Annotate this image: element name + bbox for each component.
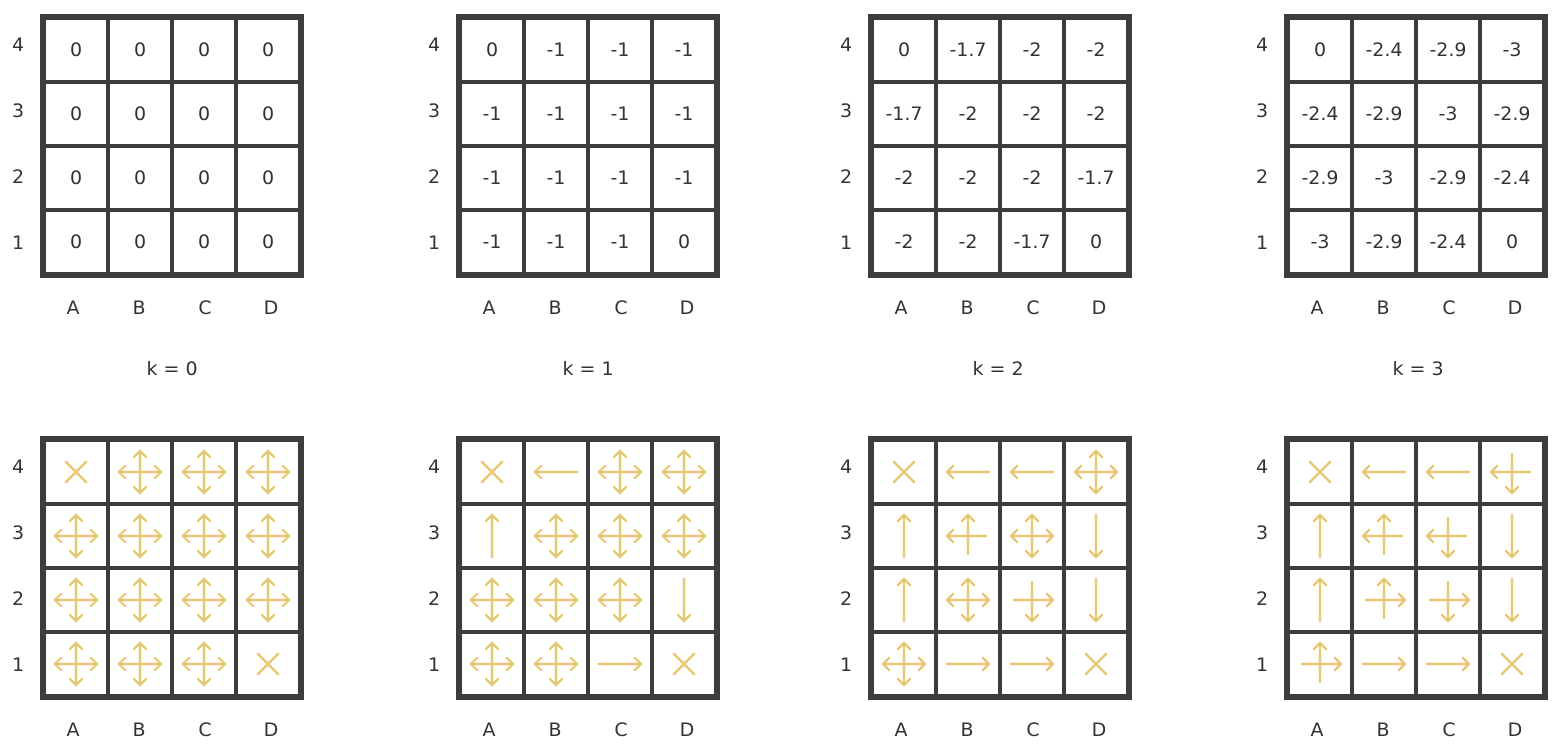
row-label: 3: [427, 522, 441, 544]
policy-arrow-up-down-left-right-icon: [244, 576, 292, 624]
row-label: 2: [839, 166, 853, 188]
value-cell: -1: [524, 146, 588, 210]
policy-cell: [872, 440, 936, 504]
policy-cell: [872, 568, 936, 632]
policy-grid: [456, 436, 720, 700]
value-cell: -3: [1352, 146, 1416, 210]
policy-arrow-up-left-icon: [944, 512, 992, 560]
policy-arrow-up-down-left-right-icon: [52, 512, 100, 560]
row-label: 2: [1255, 166, 1269, 188]
policy-cell: [872, 504, 936, 568]
policy-cell: [172, 504, 236, 568]
policy-cell: [524, 632, 588, 696]
policy-arrow-right-icon: [1424, 640, 1472, 688]
terminal-x-icon: [880, 448, 928, 496]
policy-cell: [108, 568, 172, 632]
column-label: D: [1507, 297, 1523, 319]
value-cell: 0: [108, 82, 172, 146]
policy-cell: [44, 440, 108, 504]
row-label: 2: [427, 588, 441, 610]
row-label: 3: [839, 522, 853, 544]
column-label: C: [1026, 297, 1040, 319]
policy-cell: [1000, 440, 1064, 504]
policy-arrow-down-right-icon: [1008, 576, 1056, 624]
policy-cell: [1064, 440, 1128, 504]
value-cell: 0: [1480, 210, 1544, 274]
column-label: B: [132, 719, 146, 741]
policy-cell: [872, 632, 936, 696]
policy-cell: [44, 568, 108, 632]
column-label: D: [263, 719, 279, 741]
policy-cell: [652, 504, 716, 568]
policy-cell: [172, 568, 236, 632]
policy-arrow-up-down-left-right-icon: [596, 448, 644, 496]
row-label: 1: [427, 654, 441, 676]
policy-cell: [1352, 632, 1416, 696]
policy-arrow-up-down-left-right-icon: [116, 448, 164, 496]
value-cell: 0: [872, 18, 936, 82]
policy-cell: [588, 504, 652, 568]
value-cell: 0: [172, 18, 236, 82]
value-cell: -1: [588, 210, 652, 274]
value-cell: -2.9: [1416, 18, 1480, 82]
iteration-label: k = 1: [562, 358, 614, 380]
value-cell: -2.4: [1288, 82, 1352, 146]
row-label: 1: [1255, 232, 1269, 254]
value-grid: [40, 14, 304, 278]
policy-arrow-right-icon: [1008, 640, 1056, 688]
policy-cell: [1288, 440, 1352, 504]
value-cell: -1: [524, 18, 588, 82]
policy-cell: [236, 568, 300, 632]
policy-cell: [236, 632, 300, 696]
policy-cell: [1416, 632, 1480, 696]
column-label: D: [679, 719, 695, 741]
terminal-x-icon: [468, 448, 516, 496]
value-cell: 0: [172, 146, 236, 210]
iteration-label: k = 3: [1392, 358, 1444, 380]
policy-cell: [460, 440, 524, 504]
policy-cell: [1352, 504, 1416, 568]
row-label: 4: [839, 34, 853, 56]
value-cell: 0: [172, 210, 236, 274]
terminal-x-icon: [1072, 640, 1120, 688]
value-grid: [456, 14, 720, 278]
row-label: 4: [11, 34, 25, 56]
policy-cell: [1480, 504, 1544, 568]
policy-arrow-up-right-icon: [1360, 576, 1408, 624]
policy-arrow-up-down-left-right-icon: [116, 640, 164, 688]
value-cell: -1.7: [872, 82, 936, 146]
policy-arrow-left-icon: [944, 448, 992, 496]
policy-cell: [652, 568, 716, 632]
terminal-x-icon: [1296, 448, 1344, 496]
policy-cell: [1480, 632, 1544, 696]
policy-cell: [588, 568, 652, 632]
row-label: 1: [839, 232, 853, 254]
row-label: 2: [427, 166, 441, 188]
value-cell: -3: [1288, 210, 1352, 274]
policy-cell: [1480, 440, 1544, 504]
policy-cell: [108, 440, 172, 504]
policy-arrow-down-icon: [1072, 576, 1120, 624]
policy-cell: [588, 440, 652, 504]
value-cell: -2: [872, 146, 936, 210]
value-cell: -1.7: [1000, 210, 1064, 274]
value-cell: -1.7: [936, 18, 1000, 82]
row-label: 4: [427, 34, 441, 56]
policy-arrow-left-icon: [1008, 448, 1056, 496]
policy-arrow-down-left-icon: [1424, 512, 1472, 560]
policy-arrow-down-icon: [1072, 512, 1120, 560]
column-label: C: [1442, 719, 1456, 741]
value-cell: 0: [108, 146, 172, 210]
row-label: 4: [1255, 456, 1269, 478]
value-cell: 0: [236, 146, 300, 210]
value-cell: 0: [236, 82, 300, 146]
policy-cell: [936, 440, 1000, 504]
policy-cell: [236, 440, 300, 504]
policy-cell: [1000, 504, 1064, 568]
column-label: B: [1376, 719, 1390, 741]
policy-arrow-up-down-left-right-icon: [532, 576, 580, 624]
value-cell: 0: [108, 18, 172, 82]
policy-arrow-up-down-left-right-icon: [244, 448, 292, 496]
policy-cell: [588, 632, 652, 696]
policy-arrow-down-icon: [1488, 576, 1536, 624]
policy-arrow-left-icon: [1360, 448, 1408, 496]
column-label: D: [1507, 719, 1523, 741]
value-cell: -2.9: [1288, 146, 1352, 210]
row-label: 1: [1255, 654, 1269, 676]
policy-arrow-up-down-left-right-icon: [116, 576, 164, 624]
policy-arrow-right-icon: [1360, 640, 1408, 688]
terminal-x-icon: [244, 640, 292, 688]
column-label: B: [960, 719, 974, 741]
row-label: 3: [11, 100, 25, 122]
value-cell: -2: [872, 210, 936, 274]
column-label: A: [66, 719, 80, 741]
row-label: 1: [427, 232, 441, 254]
policy-cell: [1064, 632, 1128, 696]
row-label: 3: [1255, 522, 1269, 544]
policy-arrow-up-down-left-right-icon: [180, 576, 228, 624]
value-cell: -2: [936, 146, 1000, 210]
policy-arrow-up-down-left-right-icon: [180, 448, 228, 496]
value-cell: -2.9: [1416, 146, 1480, 210]
policy-arrow-up-down-left-right-icon: [180, 640, 228, 688]
policy-arrow-up-down-left-right-icon: [880, 640, 928, 688]
row-label: 4: [839, 456, 853, 478]
column-label: A: [894, 719, 908, 741]
value-cell: -2: [1000, 146, 1064, 210]
policy-arrow-up-icon: [468, 512, 516, 560]
policy-cell: [1064, 568, 1128, 632]
value-cell: -2.4: [1352, 18, 1416, 82]
value-cell: 0: [236, 18, 300, 82]
policy-cell: [652, 440, 716, 504]
value-cell: -2.9: [1352, 82, 1416, 146]
policy-arrow-up-down-left-right-icon: [52, 576, 100, 624]
row-label: 1: [11, 232, 25, 254]
column-label: D: [263, 297, 279, 319]
column-label: C: [614, 297, 628, 319]
column-label: A: [1310, 297, 1324, 319]
policy-arrow-left-icon: [1424, 448, 1472, 496]
policy-arrow-up-down-left-right-icon: [52, 640, 100, 688]
value-cell: 0: [44, 82, 108, 146]
policy-cell: [1288, 632, 1352, 696]
policy-cell: [108, 504, 172, 568]
value-cell: -1: [652, 146, 716, 210]
policy-arrow-up-down-left-right-icon: [244, 512, 292, 560]
value-cell: 0: [44, 18, 108, 82]
policy-cell: [1000, 568, 1064, 632]
policy-arrow-up-icon: [880, 576, 928, 624]
value-cell: -3: [1416, 82, 1480, 146]
policy-arrow-down-right-icon: [1424, 576, 1472, 624]
policy-grid: [868, 436, 1132, 700]
value-grid: [868, 14, 1132, 278]
policy-arrow-up-down-left-right-icon: [468, 640, 516, 688]
policy-cell: [1416, 568, 1480, 632]
column-label: B: [960, 297, 974, 319]
column-label: A: [1310, 719, 1324, 741]
column-label: B: [1376, 297, 1390, 319]
row-label: 4: [11, 456, 25, 478]
row-label: 3: [1255, 100, 1269, 122]
policy-cell: [44, 632, 108, 696]
column-label: C: [1026, 719, 1040, 741]
row-label: 4: [427, 456, 441, 478]
iteration-label: k = 0: [146, 358, 198, 380]
policy-cell: [1288, 568, 1352, 632]
row-label: 2: [1255, 588, 1269, 610]
value-cell: -1: [652, 18, 716, 82]
value-cell: -1: [524, 82, 588, 146]
value-cell: -2: [1000, 82, 1064, 146]
iteration-label: k = 2: [972, 358, 1024, 380]
value-cell: 0: [172, 82, 236, 146]
row-label: 3: [839, 100, 853, 122]
row-label: 4: [1255, 34, 1269, 56]
column-label: B: [548, 719, 562, 741]
terminal-x-icon: [660, 640, 708, 688]
policy-arrow-up-icon: [880, 512, 928, 560]
policy-arrow-up-down-left-right-icon: [468, 576, 516, 624]
value-cell: -2: [1000, 18, 1064, 82]
value-cell: -2.9: [1480, 82, 1544, 146]
policy-cell: [460, 568, 524, 632]
row-label: 1: [11, 654, 25, 676]
column-label: C: [198, 297, 212, 319]
value-cell: -2: [936, 210, 1000, 274]
value-cell: 0: [1064, 210, 1128, 274]
column-label: D: [1091, 719, 1107, 741]
policy-arrow-up-down-left-right-icon: [532, 640, 580, 688]
value-cell: -2: [1064, 82, 1128, 146]
policy-grid: [1284, 436, 1548, 700]
policy-arrow-up-down-left-right-icon: [944, 576, 992, 624]
value-cell: -1: [588, 18, 652, 82]
row-label: 2: [11, 588, 25, 610]
value-cell: -1: [588, 82, 652, 146]
policy-cell: [172, 440, 236, 504]
row-label: 3: [427, 100, 441, 122]
policy-arrow-up-right-icon: [1296, 640, 1344, 688]
terminal-x-icon: [52, 448, 100, 496]
value-cell: -2.9: [1352, 210, 1416, 274]
row-label: 3: [11, 522, 25, 544]
policy-cell: [460, 504, 524, 568]
policy-cell: [1000, 632, 1064, 696]
value-cell: -1: [460, 146, 524, 210]
policy-arrow-up-down-left-right-icon: [1072, 448, 1120, 496]
value-cell: 0: [236, 210, 300, 274]
policy-grid: [40, 436, 304, 700]
policy-cell: [236, 504, 300, 568]
terminal-x-icon: [1488, 640, 1536, 688]
value-cell: 0: [652, 210, 716, 274]
value-cell: -3: [1480, 18, 1544, 82]
policy-arrow-up-down-left-right-icon: [116, 512, 164, 560]
column-label: A: [894, 297, 908, 319]
policy-cell: [652, 632, 716, 696]
policy-arrow-up-down-left-right-icon: [660, 448, 708, 496]
policy-cell: [1352, 440, 1416, 504]
policy-arrow-down-left-icon: [1488, 448, 1536, 496]
value-cell: 0: [44, 146, 108, 210]
value-cell: -1: [524, 210, 588, 274]
policy-cell: [1352, 568, 1416, 632]
policy-cell: [524, 440, 588, 504]
column-label: C: [614, 719, 628, 741]
policy-cell: [108, 632, 172, 696]
policy-arrow-right-icon: [596, 640, 644, 688]
value-cell: -2.4: [1480, 146, 1544, 210]
policy-cell: [936, 568, 1000, 632]
column-label: B: [132, 297, 146, 319]
column-label: A: [482, 297, 496, 319]
column-label: C: [1442, 297, 1456, 319]
policy-arrow-up-down-left-right-icon: [1008, 512, 1056, 560]
value-cell: 0: [44, 210, 108, 274]
policy-cell: [1064, 504, 1128, 568]
value-cell: -1: [652, 82, 716, 146]
value-cell: -2: [936, 82, 1000, 146]
value-cell: 0: [1288, 18, 1352, 82]
value-grid: [1284, 14, 1548, 278]
value-cell: -2.4: [1416, 210, 1480, 274]
policy-cell: [1480, 568, 1544, 632]
policy-cell: [936, 504, 1000, 568]
value-cell: -1: [460, 210, 524, 274]
value-cell: -2: [1064, 18, 1128, 82]
policy-arrow-up-down-left-right-icon: [532, 512, 580, 560]
row-label: 2: [839, 588, 853, 610]
policy-arrow-up-down-left-right-icon: [596, 576, 644, 624]
policy-cell: [936, 632, 1000, 696]
row-label: 2: [11, 166, 25, 188]
value-cell: -1: [460, 82, 524, 146]
column-label: A: [66, 297, 80, 319]
policy-arrow-up-left-icon: [1360, 512, 1408, 560]
value-cell: -1.7: [1064, 146, 1128, 210]
policy-arrow-down-icon: [660, 576, 708, 624]
policy-arrow-up-down-left-right-icon: [596, 512, 644, 560]
policy-arrow-up-down-left-right-icon: [180, 512, 228, 560]
policy-cell: [44, 504, 108, 568]
policy-arrow-left-icon: [532, 448, 580, 496]
policy-arrow-down-icon: [1488, 512, 1536, 560]
policy-arrow-up-down-left-right-icon: [660, 512, 708, 560]
column-label: C: [198, 719, 212, 741]
value-cell: 0: [460, 18, 524, 82]
policy-cell: [524, 568, 588, 632]
value-cell: -1: [588, 146, 652, 210]
column-label: A: [482, 719, 496, 741]
row-label: 1: [839, 654, 853, 676]
column-label: D: [679, 297, 695, 319]
policy-arrow-right-icon: [944, 640, 992, 688]
policy-cell: [1288, 504, 1352, 568]
column-label: B: [548, 297, 562, 319]
policy-cell: [1416, 504, 1480, 568]
column-label: D: [1091, 297, 1107, 319]
policy-arrow-up-icon: [1296, 512, 1344, 560]
policy-cell: [524, 504, 588, 568]
policy-arrow-up-icon: [1296, 576, 1344, 624]
policy-cell: [1416, 440, 1480, 504]
policy-cell: [460, 632, 524, 696]
value-cell: 0: [108, 210, 172, 274]
policy-cell: [172, 632, 236, 696]
